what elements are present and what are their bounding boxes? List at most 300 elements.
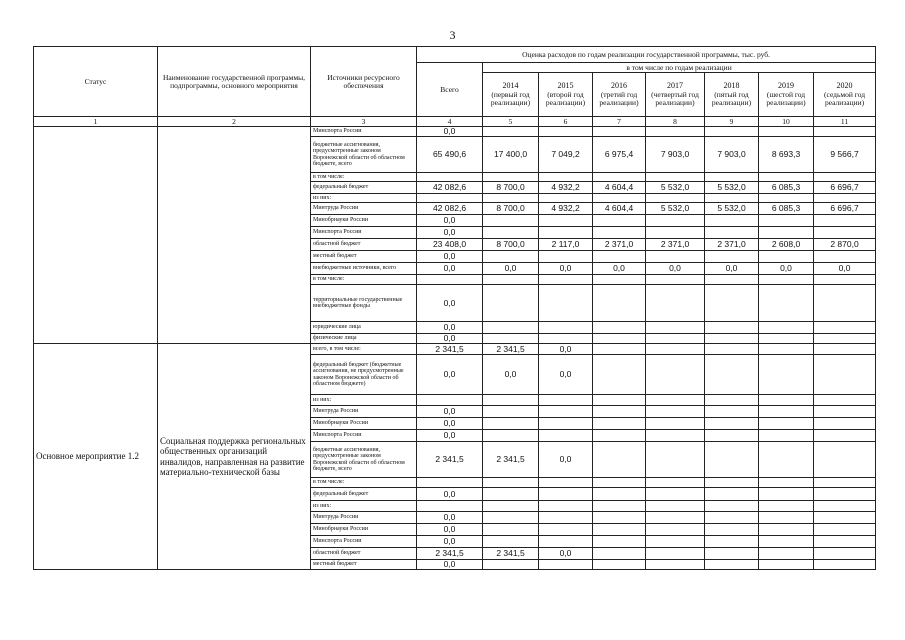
source-cell: Минтруда России (311, 406, 417, 418)
measure-name-cell-blank (158, 127, 311, 344)
year-value-cell (646, 548, 705, 560)
year-value-cell (705, 442, 759, 478)
year-value-cell (593, 322, 646, 334)
year-value-cell (759, 406, 814, 418)
year-value-cell (814, 524, 876, 536)
year-value-cell (646, 215, 705, 227)
year-value-cell (759, 536, 814, 548)
header-year-label: (третий год реализации) (599, 89, 639, 107)
year-value-cell (759, 395, 814, 406)
year-value-cell (759, 194, 814, 203)
source-cell: областной бюджет (311, 239, 417, 251)
total-value-cell: 42 082,6 (417, 203, 483, 215)
year-value-cell (705, 344, 759, 355)
year-value-cell: 5 532,0 (705, 203, 759, 215)
year-value-cell (646, 275, 705, 285)
year-value-cell: 17 400,0 (483, 137, 539, 173)
year-value-cell (759, 334, 814, 344)
year-value-cell: 0,0 (539, 442, 593, 478)
year-value-cell: 2 371,0 (705, 239, 759, 251)
column-number: 4 (417, 117, 483, 127)
year-value-cell (539, 501, 593, 512)
total-value-cell (417, 395, 483, 406)
year-value-cell (593, 442, 646, 478)
year-value-cell (593, 478, 646, 488)
year-value-cell: 0,0 (593, 263, 646, 275)
source-cell: Минобрнауки России (311, 524, 417, 536)
year-value-cell (539, 406, 593, 418)
source-cell: всего, в том числе: (311, 344, 417, 355)
year-value-cell (539, 322, 593, 334)
year-value-cell: 0,0 (539, 344, 593, 355)
source-cell: Минспорта России (311, 430, 417, 442)
source-cell: в том числе: (311, 173, 417, 182)
header-year (539, 73, 593, 117)
total-value-cell: 0,0 (417, 418, 483, 430)
year-value-cell (814, 194, 876, 203)
year-value-cell: 2 117,0 (539, 239, 593, 251)
source-cell: физические лица (311, 334, 417, 344)
year-value-cell (759, 285, 814, 322)
year-value-cell (646, 127, 705, 137)
header-year (759, 73, 814, 117)
year-value-cell (539, 395, 593, 406)
source-cell: местный бюджет (311, 251, 417, 263)
year-value-cell (483, 227, 539, 239)
year-value-cell (814, 173, 876, 182)
year-value-cell: 7 903,0 (646, 137, 705, 173)
year-value-cell (646, 251, 705, 263)
year-value-cell: 0,0 (646, 263, 705, 275)
total-value-cell: 0,0 (417, 251, 483, 263)
year-value-cell (814, 430, 876, 442)
column-number: 9 (705, 117, 759, 127)
year-value-cell (646, 227, 705, 239)
total-value-cell: 0,0 (417, 406, 483, 418)
table-row (34, 127, 876, 137)
year-value-cell (593, 275, 646, 285)
year-value-cell (705, 215, 759, 227)
year-value-cell (483, 488, 539, 501)
year-value-cell (483, 215, 539, 227)
year-value-cell (646, 173, 705, 182)
year-value-cell (483, 536, 539, 548)
year-value-cell (705, 227, 759, 239)
year-value-cell: 4 932,2 (539, 203, 593, 215)
year-value-cell (814, 285, 876, 322)
year-value-cell: 0,0 (539, 548, 593, 560)
year-value-cell (646, 344, 705, 355)
year-value-cell (814, 488, 876, 501)
year-value-cell (646, 536, 705, 548)
year-value-cell (814, 395, 876, 406)
year-value-cell (539, 215, 593, 227)
header-year (814, 73, 876, 117)
year-value-cell (539, 488, 593, 501)
year-value-cell (759, 173, 814, 182)
year-value-cell (593, 355, 646, 395)
total-value-cell: 0,0 (417, 215, 483, 227)
year-value-cell (814, 512, 876, 524)
header-year-number: 2020 (836, 81, 853, 91)
total-value-cell: 65 490,6 (417, 137, 483, 173)
year-value-cell (705, 418, 759, 430)
year-value-cell (646, 418, 705, 430)
source-cell: областной бюджет (311, 548, 417, 560)
year-value-cell (483, 406, 539, 418)
year-value-cell (539, 560, 593, 570)
source-cell: федеральный бюджет (311, 182, 417, 194)
source-cell: территориальные государственные внебюджетные фонды (311, 285, 417, 322)
total-value-cell: 0,0 (417, 127, 483, 137)
total-value-cell: 2 341,5 (417, 548, 483, 560)
total-value-cell: 0,0 (417, 430, 483, 442)
year-value-cell (593, 536, 646, 548)
year-value-cell (593, 512, 646, 524)
header-name: Наименование государственной программы, подпрограммы, основного мероприятия (158, 47, 311, 117)
column-number: 8 (646, 117, 705, 127)
year-value-cell (759, 344, 814, 355)
header-status: Статус (34, 47, 158, 117)
year-value-cell: 8 693,3 (759, 137, 814, 173)
year-value-cell (705, 275, 759, 285)
page-number: 3 (449, 28, 456, 42)
year-value-cell (759, 418, 814, 430)
year-value-cell: 2 341,5 (483, 344, 539, 355)
year-value-cell (593, 548, 646, 560)
table-row (34, 344, 876, 355)
status-cell-blank (34, 127, 158, 344)
year-value-cell (593, 334, 646, 344)
year-value-cell (759, 215, 814, 227)
year-value-cell (646, 430, 705, 442)
year-value-cell (539, 127, 593, 137)
year-value-cell (705, 334, 759, 344)
year-value-cell (593, 194, 646, 203)
year-value-cell (814, 560, 876, 570)
year-value-cell: 2 371,0 (593, 239, 646, 251)
header-estimate: Оценка расходов по годам реализации государственной программы, тыс. руб. (417, 47, 876, 63)
year-value-cell (759, 322, 814, 334)
total-value-cell: 0,0 (417, 285, 483, 322)
year-value-cell (539, 285, 593, 322)
year-value-cell (539, 275, 593, 285)
year-value-cell: 8 700,0 (483, 203, 539, 215)
year-value-cell (483, 501, 539, 512)
year-value-cell: 9 566,7 (814, 137, 876, 173)
year-value-cell (759, 430, 814, 442)
year-value-cell (539, 478, 593, 488)
year-value-cell (593, 251, 646, 263)
source-cell: бюджетные ассигнования, предусмотренные законом Воронежской области об областном бюджете, всего (311, 137, 417, 173)
source-cell: федеральный бюджет (бюджетные ассигнования, не предусмотренные законом Воронежской области об областном бюджете) (311, 355, 417, 395)
year-value-cell (705, 285, 759, 322)
year-value-cell: 7 903,0 (705, 137, 759, 173)
source-cell: из них: (311, 194, 417, 203)
total-value-cell (417, 275, 483, 285)
year-value-cell (759, 501, 814, 512)
year-value-cell (646, 442, 705, 478)
year-value-cell (539, 173, 593, 182)
total-value-cell: 0,0 (417, 536, 483, 548)
year-value-cell (814, 227, 876, 239)
year-value-cell: 5 532,0 (705, 182, 759, 194)
year-value-cell (705, 395, 759, 406)
year-value-cell: 0,0 (814, 263, 876, 275)
year-value-cell: 2 341,5 (483, 548, 539, 560)
header-including: в том числе по годам реализации (483, 63, 876, 73)
total-value-cell (417, 173, 483, 182)
year-value-cell: 6 085,3 (759, 203, 814, 215)
year-value-cell (705, 478, 759, 488)
year-value-cell (646, 285, 705, 322)
year-value-cell (593, 127, 646, 137)
year-value-cell (705, 430, 759, 442)
year-value-cell: 8 700,0 (483, 182, 539, 194)
year-value-cell (705, 488, 759, 501)
total-value-cell (417, 194, 483, 203)
year-value-cell (483, 194, 539, 203)
year-value-cell (705, 194, 759, 203)
source-cell: внебюджетные источники, всего (311, 263, 417, 275)
year-value-cell (705, 173, 759, 182)
year-value-cell (593, 227, 646, 239)
header-year (705, 73, 759, 117)
total-value-cell: 0,0 (417, 488, 483, 501)
year-value-cell: 6 696,7 (814, 182, 876, 194)
header-year-number: 2015 (557, 81, 574, 91)
year-value-cell (483, 478, 539, 488)
year-value-cell (483, 275, 539, 285)
measure-name-cell: Социальная поддержка региональных общественных организаций инвалидов, направленная на развитие материально-технической базы (158, 344, 311, 570)
source-cell: юридические лица (311, 322, 417, 334)
year-value-cell (814, 251, 876, 263)
year-value-cell (814, 322, 876, 334)
total-value-cell: 0,0 (417, 524, 483, 536)
year-value-cell: 0,0 (539, 355, 593, 395)
source-cell: Минспорта России (311, 536, 417, 548)
header-year-number: 2019 (778, 81, 794, 91)
year-value-cell (759, 548, 814, 560)
year-value-cell (646, 395, 705, 406)
year-value-cell (593, 215, 646, 227)
year-value-cell (593, 418, 646, 430)
year-value-cell: 6 085,3 (759, 182, 814, 194)
year-value-cell (539, 194, 593, 203)
year-value-cell: 0,0 (759, 263, 814, 275)
year-value-cell: 2 870,0 (814, 239, 876, 251)
header-year-label: (второй год реализации) (545, 89, 586, 107)
year-value-cell (483, 430, 539, 442)
budget-table (33, 46, 876, 570)
total-value-cell (417, 501, 483, 512)
year-value-cell (705, 501, 759, 512)
header-sources: Источники ресурсного обеспечения (311, 47, 417, 117)
year-value-cell: 4 932,2 (539, 182, 593, 194)
year-value-cell (593, 488, 646, 501)
year-value-cell: 5 532,0 (646, 203, 705, 215)
year-value-cell (483, 524, 539, 536)
year-value-cell (705, 536, 759, 548)
source-cell: федеральный бюджет (311, 488, 417, 501)
column-number: 11 (814, 117, 876, 127)
year-value-cell (759, 275, 814, 285)
year-value-cell: 2 371,0 (646, 239, 705, 251)
source-cell: из них: (311, 501, 417, 512)
year-value-cell (539, 536, 593, 548)
year-value-cell (759, 512, 814, 524)
year-value-cell: 4 604,4 (593, 203, 646, 215)
year-value-cell (759, 560, 814, 570)
source-cell: бюджетные ассигнования, предусмотренные законом Воронежской области об областном бюджете, всего (311, 442, 417, 478)
year-value-cell: 0,0 (539, 263, 593, 275)
year-value-cell (483, 418, 539, 430)
total-value-cell: 42 082,6 (417, 182, 483, 194)
header-year-label: (четвертый год реализации) (651, 89, 699, 107)
header-year-number: 2016 (611, 81, 627, 91)
total-value-cell: 0,0 (417, 512, 483, 524)
year-value-cell: 2 341,5 (483, 442, 539, 478)
year-value-cell (705, 406, 759, 418)
header-year-number: 2018 (723, 81, 740, 91)
year-value-cell (646, 334, 705, 344)
year-value-cell (705, 512, 759, 524)
year-value-cell (539, 334, 593, 344)
total-value-cell: 0,0 (417, 227, 483, 239)
year-value-cell (705, 548, 759, 560)
year-value-cell (593, 344, 646, 355)
year-value-cell (646, 501, 705, 512)
year-value-cell (483, 285, 539, 322)
source-cell: Минтруда России (311, 512, 417, 524)
year-value-cell (814, 406, 876, 418)
total-value-cell: 0,0 (417, 560, 483, 570)
source-cell: в том числе: (311, 275, 417, 285)
table-header (34, 47, 876, 127)
year-value-cell (759, 488, 814, 501)
year-value-cell (593, 285, 646, 322)
year-value-cell (539, 512, 593, 524)
year-value-cell (593, 173, 646, 182)
total-value-cell: 0,0 (417, 334, 483, 344)
status-cell: Основное мероприятие 1.2 (34, 344, 158, 570)
column-number: 6 (539, 117, 593, 127)
year-value-cell (646, 512, 705, 524)
header-year-number: 2014 (502, 81, 519, 91)
column-number: 10 (759, 117, 814, 127)
year-value-cell (646, 478, 705, 488)
header-year-number: 2017 (667, 81, 683, 91)
year-value-cell (814, 418, 876, 430)
year-value-cell (483, 127, 539, 137)
year-value-cell (646, 488, 705, 501)
total-value-cell: 0,0 (417, 355, 483, 395)
year-value-cell (814, 548, 876, 560)
year-value-cell (759, 355, 814, 395)
year-value-cell (483, 512, 539, 524)
year-value-cell (593, 406, 646, 418)
year-value-cell (593, 430, 646, 442)
year-value-cell (759, 478, 814, 488)
source-cell: Минспорта России (311, 127, 417, 137)
year-value-cell (646, 322, 705, 334)
year-value-cell: 2 608,0 (759, 239, 814, 251)
year-value-cell (705, 524, 759, 536)
year-value-cell (814, 536, 876, 548)
year-value-cell (483, 173, 539, 182)
year-value-cell (814, 355, 876, 395)
year-value-cell (593, 524, 646, 536)
year-value-cell (705, 560, 759, 570)
header-year-label: (пятый год реализации) (711, 89, 752, 107)
year-value-cell (539, 227, 593, 239)
year-value-cell: 0,0 (483, 263, 539, 275)
year-value-cell (483, 395, 539, 406)
year-value-cell (483, 322, 539, 334)
source-cell: Минобрнауки России (311, 215, 417, 227)
year-value-cell (705, 322, 759, 334)
year-value-cell (646, 355, 705, 395)
year-value-cell: 8 700,0 (483, 239, 539, 251)
year-value-cell (814, 478, 876, 488)
source-cell: Минобрнауки России (311, 418, 417, 430)
year-value-cell (483, 560, 539, 570)
year-value-cell (705, 127, 759, 137)
year-value-cell (646, 194, 705, 203)
year-value-cell (593, 560, 646, 570)
year-value-cell (593, 395, 646, 406)
source-cell: местный бюджет (311, 560, 417, 570)
total-value-cell: 0,0 (417, 263, 483, 275)
total-value-cell: 2 341,5 (417, 442, 483, 478)
year-value-cell (539, 418, 593, 430)
year-value-cell: 7 049,2 (539, 137, 593, 173)
source-cell: из них: (311, 395, 417, 406)
year-value-cell (759, 524, 814, 536)
source-cell: в том числе: (311, 478, 417, 488)
column-number: 2 (158, 117, 311, 127)
column-number: 5 (483, 117, 539, 127)
header-year (483, 73, 539, 117)
year-value-cell (759, 127, 814, 137)
year-value-cell (814, 442, 876, 478)
year-value-cell: 4 604,4 (593, 182, 646, 194)
year-value-cell (646, 560, 705, 570)
total-value-cell: 0,0 (417, 322, 483, 334)
year-value-cell (539, 251, 593, 263)
total-value-cell: 23 408,0 (417, 239, 483, 251)
year-value-cell: 6 696,7 (814, 203, 876, 215)
header-total: Всего (417, 63, 483, 117)
year-value-cell: 0,0 (483, 355, 539, 395)
year-value-cell (814, 334, 876, 344)
year-value-cell (705, 251, 759, 263)
year-value-cell (814, 127, 876, 137)
column-number: 1 (34, 117, 158, 127)
year-value-cell (759, 442, 814, 478)
year-value-cell (759, 227, 814, 239)
year-value-cell (814, 344, 876, 355)
year-value-cell (646, 406, 705, 418)
header-year (593, 73, 646, 117)
year-value-cell: 6 975,4 (593, 137, 646, 173)
column-number: 7 (593, 117, 646, 127)
total-value-cell: 2 341,5 (417, 344, 483, 355)
year-value-cell (814, 275, 876, 285)
year-value-cell (646, 524, 705, 536)
header-year-label: (седьмой год реализации) (824, 89, 866, 107)
table-body (34, 127, 876, 570)
